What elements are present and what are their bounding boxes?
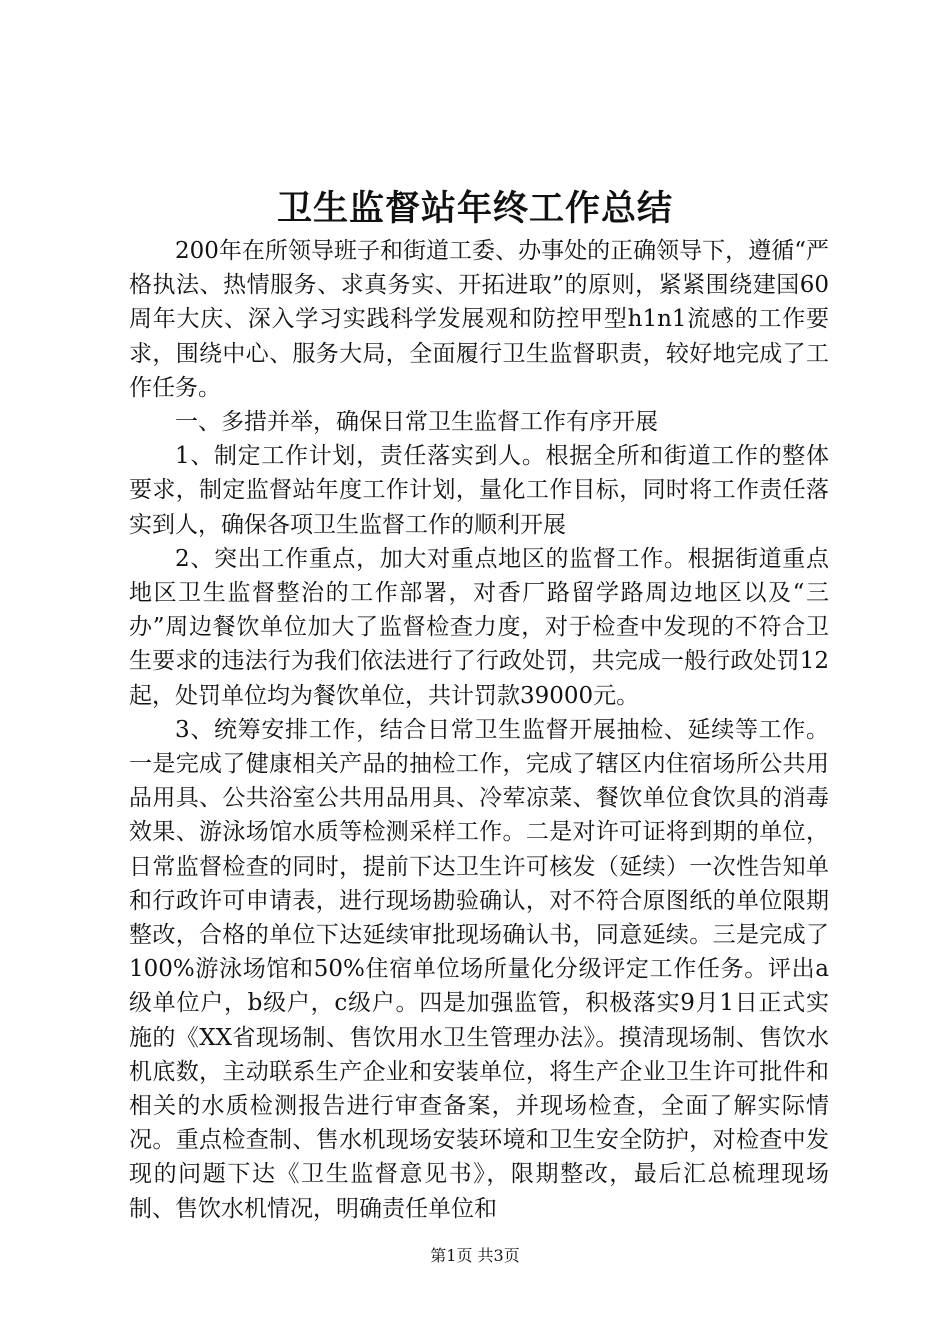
paragraph-item-1: 1、制定工作计划，责任落实到人。根据全所和街道工作的整体要求，制定监督站年度工作计划，量化工作目标，同时将工作责任落实到人，确保各项卫生监督工作的顺利开展	[129, 443, 829, 538]
section-heading: 一、多措并举，确保日常卫生监督工作有序开展	[175, 409, 658, 436]
paragraph-item-2: 2、突出工作重点，加大对重点地区的监督工作。根据街道重点地区卫生监督整治的工作部署，对香厂路留学路周边地区以及“三办”周边餐饮单位加大了监督检查力度，对于检查中发现的不符合卫生要求的违法行为我们依法进行了行政处罚，共完成一般行政处罚12起，处罚单位均为餐饮单位，共计罚款39000元。	[129, 545, 829, 709]
paragraph-item-3: 3、统筹安排工作，结合日常卫生监督开展抽检、延续等工作。一是完成了健康相关产品的抽检工作，完成了辖区内住宿场所公共用品用具、公共浴室公共用品用具、冷荤凉菜、餐饮单位食饮具的消毒效果、游泳场馆水质等检测采样工作。二是对许可证将到期的单位，日常监督检查的同时，提前下达卫生许可核发（延续）一次性告知单和行政许可申请表，进行现场勘验确认，对不符合原图纸的单位限期整改，合格的单位下达延续审批现场确认书，同意延续。三是完成了100%游泳场馆和50%住宿单位场所量化分级评定工作任务。评出a级单位户，b级户，c级户。四是加强监管，积极落实9月1日正式实施的《XX省现场制、售饮用水卫生管理办法》。摸清现场制、售饮水机底数，主动联系生产企业和安装单位，将生产企业卫生许可批件和相关的水质检测报告进行审查备案，并现场检查，全面了解实际情况。重点检查制、售水机现场安装环境和卫生安全防护，对检查中发现的问题下达《卫生监督意见书》，限期整改，最后汇总梳理现场制、售饮水机情况，明确责任单位和	[129, 716, 829, 1222]
document-title: 卫生监督站年终工作总结	[276, 188, 673, 229]
page-footer: 第1页 共3页	[430, 1246, 520, 1265]
document-body	[129, 234, 829, 1226]
intro-paragraph: 200年在所领导班子和街道工委、办事处的正确领导下，遵循“严格执法、热情服务、求真务实、开拓进取”的原则，紧紧围绕建国60周年大庆、深入学习实践科学发展观和防控甲型h1n1流感的工作要求，围绕中心、服务大局，全面履行卫生监督职责，较好地完成了工作任务。	[129, 238, 829, 401]
